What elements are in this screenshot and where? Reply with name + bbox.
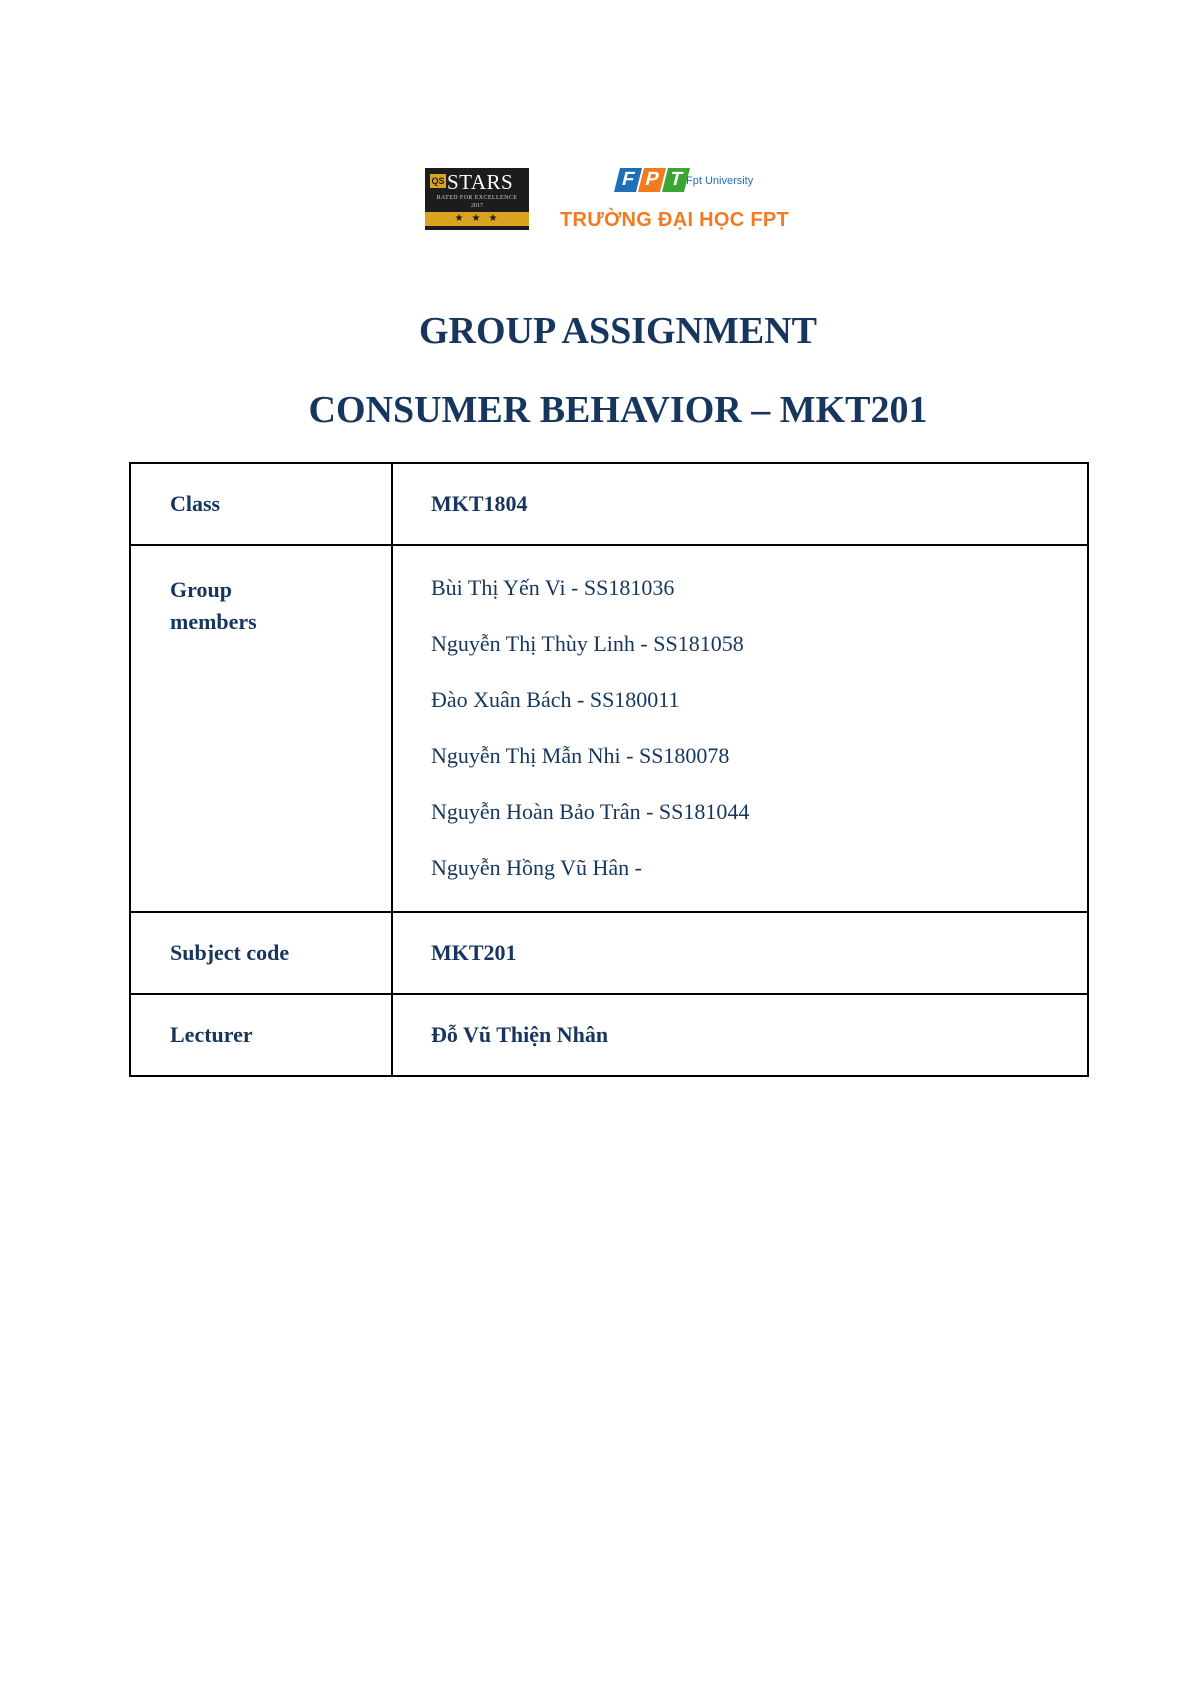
fpt-tile-p: P: [638, 168, 666, 192]
assignment-info-table: [129, 462, 1089, 1077]
qs-logo-year: 2017: [471, 203, 483, 209]
list-item: Đào Xuân Bách - SS180011: [431, 687, 680, 712]
list-item: Nguyễn Hồng Vũ Hân -: [431, 855, 643, 880]
list-item: Nguyễn Thị Mẫn Nhi - SS180078: [431, 743, 730, 768]
logo-bar: [0, 160, 1200, 240]
subject-code-label: Subject code: [170, 940, 290, 965]
fpt-university-logo: [560, 164, 820, 234]
qs-badge: QS: [431, 176, 445, 186]
table-row-group-members: [130, 545, 1088, 912]
lecturer-label-cell: [130, 994, 392, 1076]
table-row-class: [130, 463, 1088, 545]
lecturer-label: Lecturer: [170, 1022, 253, 1047]
class-label-cell: [130, 463, 392, 545]
qs-logo-subtitle: RATED FOR EXCELLENCE: [436, 195, 518, 201]
list-item: Nguyễn Thị Thùy Linh - SS181058: [431, 631, 744, 656]
table-row-lecturer: [130, 994, 1088, 1076]
subject-code-value: MKT201: [431, 940, 517, 965]
group-members-list: [431, 546, 1087, 911]
fpt-tile-t: T: [662, 168, 690, 192]
subject-code-label-cell: [130, 912, 392, 994]
group-members-value-cell: [392, 545, 1088, 912]
class-value: MKT1804: [431, 491, 528, 516]
qs-stars-icon: ★★★: [425, 212, 529, 226]
fpt-school-name: TRƯỜNG ĐẠI HỌC FPT: [560, 209, 790, 231]
fpt-tile-f: F: [614, 168, 642, 192]
qs-stars-logo: [425, 168, 529, 230]
list-item: Nguyễn Hoàn Bảo Trân - SS181044: [431, 799, 750, 824]
class-value-cell: [392, 463, 1088, 545]
document-title: GROUP ASSIGNMENT: [418, 310, 818, 352]
group-members-label-cell: [130, 545, 392, 912]
lecturer-value: Đỗ Vũ Thiện Nhân: [431, 1022, 609, 1047]
class-label: Class: [170, 491, 221, 516]
qs-logo-title: STARS: [447, 170, 514, 194]
list-item: Bùi Thị Yến Vi - SS181036: [431, 575, 675, 600]
fpt-tiles: [617, 168, 689, 198]
group-members-label: Group members: [170, 577, 257, 634]
document-subtitle: CONSUMER BEHAVIOR – MKT201: [308, 389, 928, 431]
lecturer-value-cell: [392, 994, 1088, 1076]
fpt-university-label: Fpt University: [686, 175, 754, 187]
table-row-subject-code: [130, 912, 1088, 994]
subject-code-value-cell: [392, 912, 1088, 994]
